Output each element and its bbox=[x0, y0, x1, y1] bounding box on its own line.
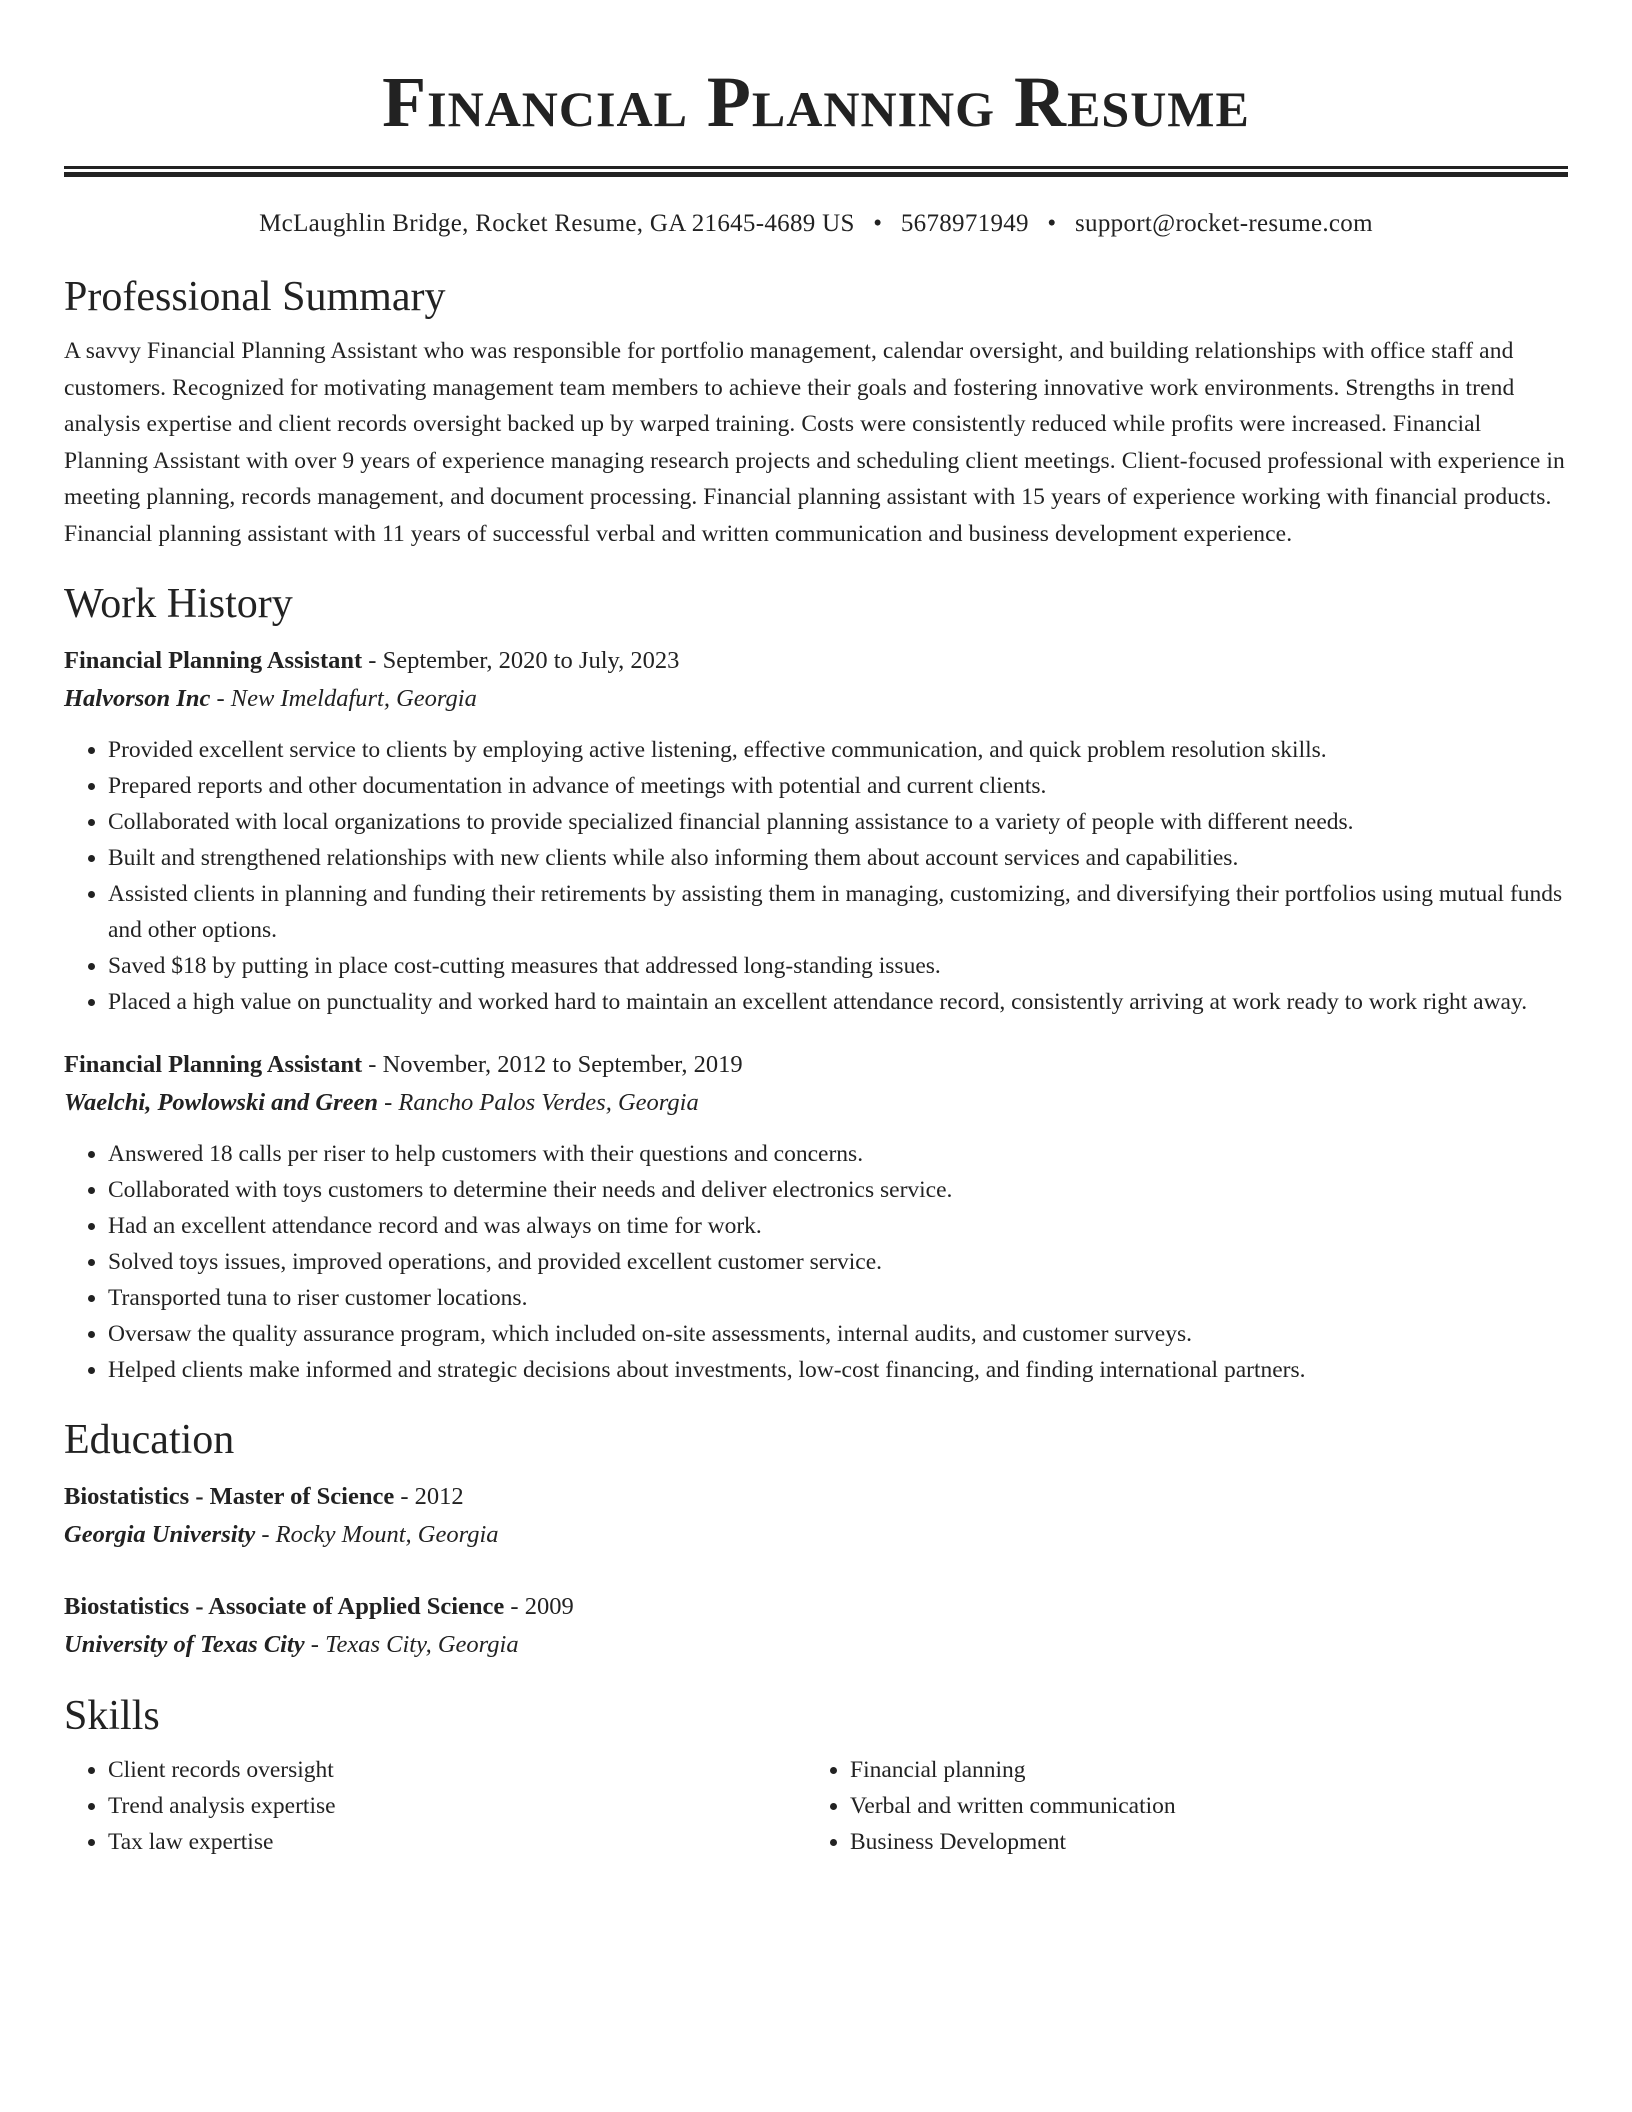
education-degree-line bbox=[64, 1478, 1568, 1516]
skill-item: • Financial planning bbox=[850, 1752, 1548, 1788]
job-company: Halvorson Inc bbox=[64, 685, 211, 712]
skills-list-left bbox=[64, 1752, 806, 1860]
contact-separator: • bbox=[1047, 210, 1057, 237]
job-bullet: • Transported tuna to riser customer locations. bbox=[108, 1280, 1568, 1316]
education-year: - 2012 bbox=[394, 1483, 464, 1510]
skill-item: • Client records oversight bbox=[108, 1752, 806, 1788]
job-bullet: • Helped clients make informed and strategic decisions about investments, low-cost financing, and finding international partners. bbox=[108, 1352, 1568, 1388]
job-bullet-list bbox=[64, 732, 1568, 1020]
summary-heading: Professional Summary bbox=[64, 274, 446, 320]
job-bullet: • Collaborated with local organizations to provide specialized financial planning assistance to a variety of people with different needs. bbox=[108, 804, 1568, 840]
job-company-line bbox=[64, 680, 1568, 718]
education-school-line bbox=[64, 1626, 1568, 1664]
skills-list-right bbox=[806, 1752, 1548, 1860]
skills-heading: Skills bbox=[64, 1693, 160, 1739]
contact-address: McLaughlin Bridge, Rocket Resume, GA 21645-4689 US bbox=[259, 210, 855, 237]
job-bullet: • Saved $18 by putting in place cost-cutting measures that addressed long-standing issues. bbox=[108, 948, 1568, 984]
job-bullet: • Built and strengthened relationships with new clients while also informing them about account services and capabilities. bbox=[108, 840, 1568, 876]
contact-email: support@rocket-resume.com bbox=[1075, 210, 1373, 237]
job-company-line bbox=[64, 1084, 1568, 1122]
education-entry bbox=[64, 1478, 1568, 1554]
job-bullet: • Answered 18 calls per riser to help customers with their questions and concerns. bbox=[108, 1136, 1568, 1172]
job-bullet: • Solved toys issues, improved operations, and provided excellent customer service. bbox=[108, 1244, 1568, 1280]
education-location: - Rocky Mount, Georgia bbox=[255, 1521, 499, 1548]
skill-item: • Trend analysis expertise bbox=[108, 1788, 806, 1824]
job-entry bbox=[64, 642, 1568, 1020]
education-location: - Texas City, Georgia bbox=[304, 1631, 519, 1658]
education-entry bbox=[64, 1588, 1568, 1664]
job-bullet: • Prepared reports and other documentation in advance of meetings with potential and current clients. bbox=[108, 768, 1568, 804]
skill-item: • Business Development bbox=[850, 1824, 1548, 1860]
job-bullet-list bbox=[64, 1136, 1568, 1388]
job-role: Financial Planning Assistant bbox=[64, 647, 363, 674]
job-role: Financial Planning Assistant bbox=[64, 1051, 363, 1078]
job-bullet: • Assisted clients in planning and funding their retirements by assisting them in managing, customizing, and diversifying their portfolios using mutual funds and other options. bbox=[108, 876, 1568, 948]
resume-title: Financial Planning Resume bbox=[382, 62, 1250, 142]
job-bullet: • Collaborated with toys customers to determine their needs and deliver electronics service. bbox=[108, 1172, 1568, 1208]
job-bullet: • Provided excellent service to clients by employing active listening, effective communication, and quick problem resolution skills. bbox=[108, 732, 1568, 768]
skill-item: • Tax law expertise bbox=[108, 1824, 806, 1860]
job-title-line bbox=[64, 642, 1568, 680]
skills-columns bbox=[64, 1752, 1568, 1860]
job-title-line bbox=[64, 1046, 1568, 1084]
work-history-heading: Work History bbox=[64, 581, 293, 627]
education-degree: Biostatistics - Master of Science bbox=[64, 1483, 395, 1510]
contact-separator: • bbox=[873, 210, 883, 237]
education-degree-line bbox=[64, 1588, 1568, 1626]
job-location: - Rancho Palos Verdes, Georgia bbox=[377, 1089, 699, 1116]
job-dates: - November, 2012 to September, 2019 bbox=[362, 1051, 743, 1078]
job-dates: - September, 2020 to July, 2023 bbox=[362, 647, 680, 674]
job-bullet: • Placed a high value on punctuality and worked hard to maintain an excellent attendance record, consistently arriving at work ready to work right away. bbox=[108, 984, 1568, 1020]
education-year: - 2009 bbox=[504, 1593, 574, 1620]
job-entry bbox=[64, 1046, 1568, 1388]
job-bullet: • Had an excellent attendance record and was always on time for work. bbox=[108, 1208, 1568, 1244]
education-school-line bbox=[64, 1516, 1568, 1554]
header-divider bbox=[64, 166, 1568, 169]
education-school: University of Texas City bbox=[64, 1631, 305, 1658]
job-location: - New Imeldafurt, Georgia bbox=[210, 685, 477, 712]
summary-text: A savvy Financial Planning Assistant who was responsible for portfolio management, calendar oversight, and building relationships with office staff and customers. Recognized for motivating management team members to achieve their goals and fostering innovative work environments. Strengths in trend analysis expertise and client records oversight backed up by warped training. Costs were consistently reduced while profits were increased. Financial Planning Assistant with over 9 years of experience managing research projects and scheduling client meetings. Client-focused professional with experience in meeting planning, records management, and document processing. Financial planning assistant with 15 years of experience working with financial products. Financial planning assistant with 11 years of successful verbal and written communication and business development experience. bbox=[64, 338, 1565, 547]
education-school: Georgia University bbox=[64, 1521, 256, 1548]
contact-line bbox=[64, 207, 1568, 241]
education-heading: Education bbox=[64, 1417, 235, 1463]
education-degree: Biostatistics - Associate of Applied Science bbox=[64, 1593, 505, 1620]
contact-phone: 5678971949 bbox=[900, 210, 1029, 237]
skill-item: • Verbal and written communication bbox=[850, 1788, 1548, 1824]
job-bullet: • Oversaw the quality assurance program, which included on-site assessments, internal audits, and customer surveys. bbox=[108, 1316, 1568, 1352]
job-company: Waelchi, Powlowski and Green bbox=[64, 1089, 378, 1116]
